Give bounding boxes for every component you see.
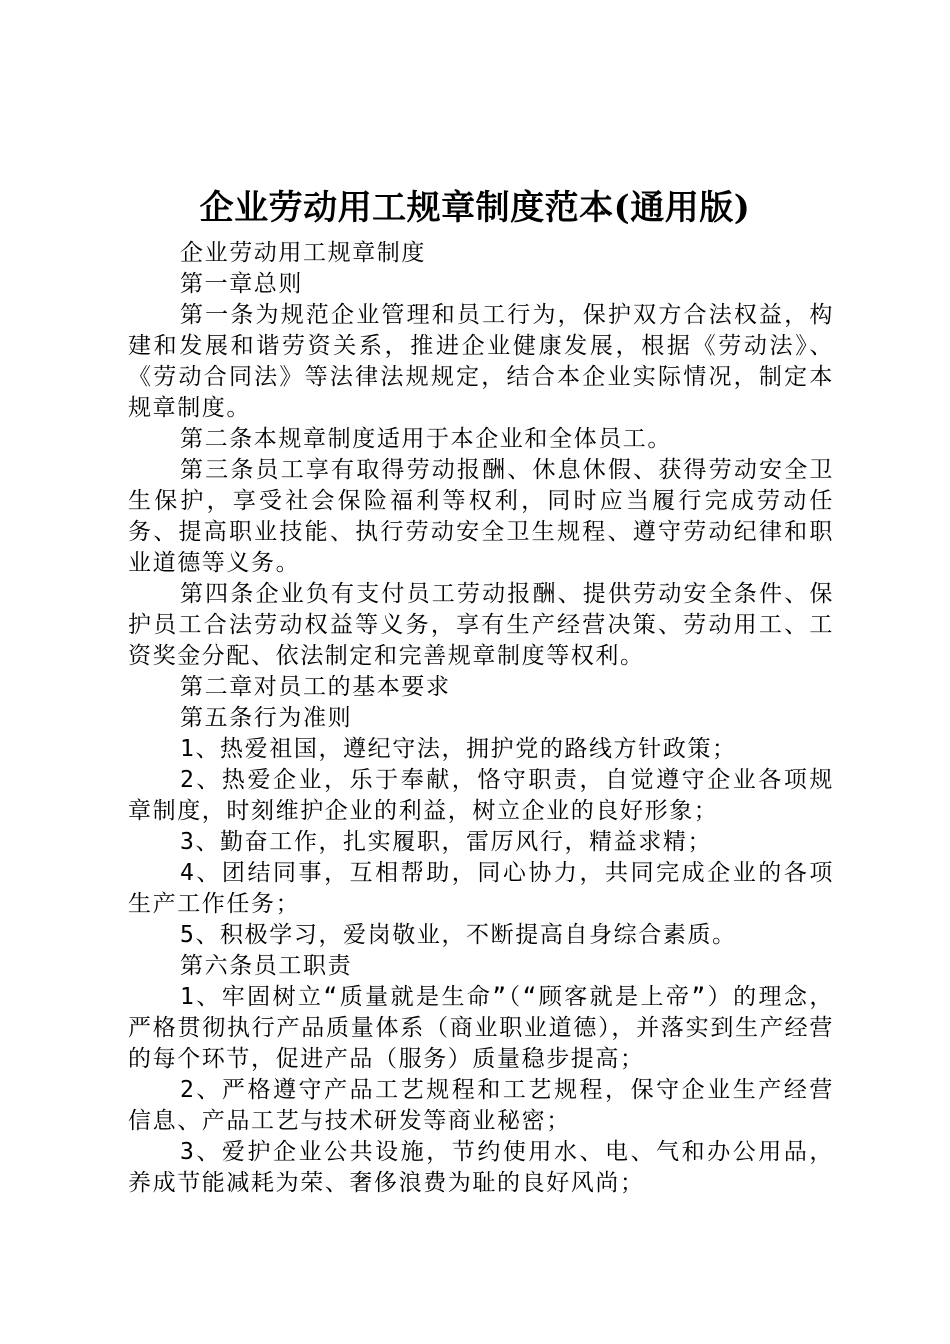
chapter-heading: 第二章对员工的基本要求 [180,674,451,700]
document-title: 企业劳动用工规章制度范本(通用版) [199,188,751,228]
article-paragraph: 第二条本规章制度适用于本企业和全体员工。 [180,426,672,452]
article-heading: 第六条员工职责 [180,953,353,979]
list-item: 2、热爱企业，乐于奉献，恪守职责，自觉遵守企业各项规章制度，时刻维护企业的利益，树立企业的良好形象； [128,767,834,824]
list-item: 3、爱护企业公共设施，节约使用水、电、气和办公用品，养成节能减耗为荣、奢侈浪费为耻的良好风尚； [128,1139,834,1196]
list-item: 1、热爱祖国，遵纪守法，拥护党的路线方针政策； [180,736,737,762]
article-paragraph: 第三条员工享有取得劳动报酬、休息休假、获得劳动安全卫生保护，享受社会保险福利等权利，同时应当履行完成劳动任务、提高职业技能、执行劳动安全卫生规程、遵守劳动纪律和职业道德等义务。 [128,457,834,576]
list-item: 2、严格遵守产品工艺规程和工艺规程，保守企业生产经营信息、产品工艺与技术研发等商业秘密； [128,1077,834,1134]
chapter-heading: 第一章总则 [180,271,303,297]
list-item: 5、积极学习，爱岗敬业，不断提高自身综合素质。 [180,922,737,948]
list-item: 4、团结同事，互相帮助，同心协力，共同完成企业的各项生产工作任务； [128,860,834,917]
paragraph-heading: 企业劳动用工规章制度 [180,240,426,266]
document-body [128,238,834,1199]
list-item: 3、勤奋工作，扎实履职，雷厉风行，精益求精； [180,829,713,855]
article-paragraph: 第一条为规范企业管理和员工行为，保护双方合法权益，构建和发展和谐劳资关系，推进企业健康发展，根据《劳动法》、《劳动合同法》等法律法规规定，结合本企业实际情况，制定本规章制度。 [128,302,834,421]
article-paragraph: 第四条企业负有支付员工劳动报酬、提供劳动安全条件、保护员工合法劳动权益等义务，享有生产经营决策、劳动用工、工资奖金分配、依法制定和完善规章制度等权利。 [128,581,834,669]
list-item: 1、牢固树立“质量就是生命”（“顾客就是上帝”）的理念，严格贯彻执行产品质量体系（商业职业道德），并落实到生产经营的每个环节，促进产品（服务）质量稳步提高； [128,984,834,1072]
article-heading: 第五条行为准则 [180,705,353,731]
